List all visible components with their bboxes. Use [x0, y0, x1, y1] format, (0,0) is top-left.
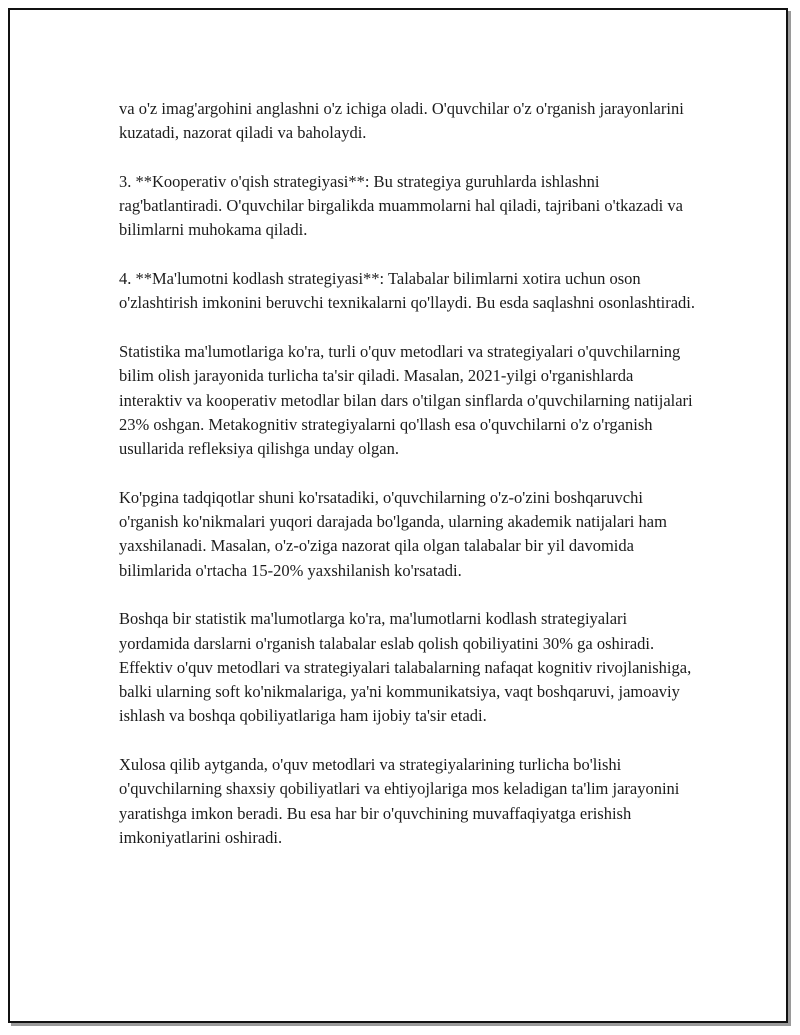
document-page [8, 8, 788, 1023]
paragraph-kooperativ-strategy: 3. **Kooperativ o'qish strategiyasi**: Bu strategiya guruhlarda ishlashni rag'batlantiradi. O'quvchilar birgalikda muammolarni hal qiladi, tajribani o'tkazadi va bilimlarni muhokama qiladi. [119, 171, 683, 240]
paragraph-statistics: Statistika ma'lumotlariga ko'ra, turli o'quv metodlari va strategiyalari o'quvchilarning bilim olish jarayonida turlicha ta'sir qiladi. Masalan, 2021-yilgi o'rganishlarda interaktiv va kooperativ metodlar bilan dars o'tilgan sinflarda o'quvchilarning natijalari 23% oshgan. Metakognitiv strategiyalarni qo'llash esa o'quvchilarni o'z o'rganish usullarida refleksiya qilishga unday olgan. [119, 341, 693, 459]
paragraph-research-findings: Ko'pgina tadqiqotlar shuni ko'rsatadiki, o'quvchilarning o'z-o'zini boshqaruvchi o'rganish ko'nikmalari yuqori darajada bo'lganda, ularning akademik natijalari ham yaxshilanadi. Masalan, o'z-o'ziga nazorat qila olgan talabalar bir yil davomida bilimlarida o'rtacha 15-20% yaxshilanish ko'rsatadi. [119, 487, 667, 580]
document-body [119, 97, 699, 850]
paragraph-intro-continuation: va o'z imag'argohini anglashni o'z ichiga oladi. O'quvchilar o'z o'rganish jarayonlarini kuzatadi, nazorat qiladi va baholaydi. [119, 99, 684, 143]
paragraph-kodlash-strategy: 4. **Ma'lumotni kodlash strategiyasi**: Talabalar bilimlarni xotira uchun oson o'zlashtirish imkonini beruvchi texnikalarni qo'llaydi. Bu esda saqlashni osonlashtiradi. [119, 269, 696, 313]
paragraph-more-statistics: Boshqa bir statistik ma'lumotlarga ko'ra, ma'lumotlarni kodlash strategiyalari yordamida darslarni o'rganish talabalar eslab qolish qobiliyatini 30% ga oshiradi. Effektiv o'quv metodlari va strategiyalari talabalarning nafaqat kognitiv rivojlanishiga, balki ularning soft ko'nikmalariga, ya'ni kommunikatsiya, vaqt boshqaruvi, jamoaviy ishlash va boshqa qobiliyatlariga ham ijobiy ta'sir etadi. [119, 609, 692, 726]
paragraph-conclusion: Xulosa qilib aytganda, o'quv metodlari va strategiyalarining turlicha bo'lishi o'quvchilarning shaxsiy qobiliyatlari va ehtiyojlariga mos keladigan ta'lim jarayonini yaratishga imkon beradi. Bu esa har bir o'quvchining muvaffaqiyatga erishish imkoniyatlarini oshiradi. [119, 755, 680, 847]
